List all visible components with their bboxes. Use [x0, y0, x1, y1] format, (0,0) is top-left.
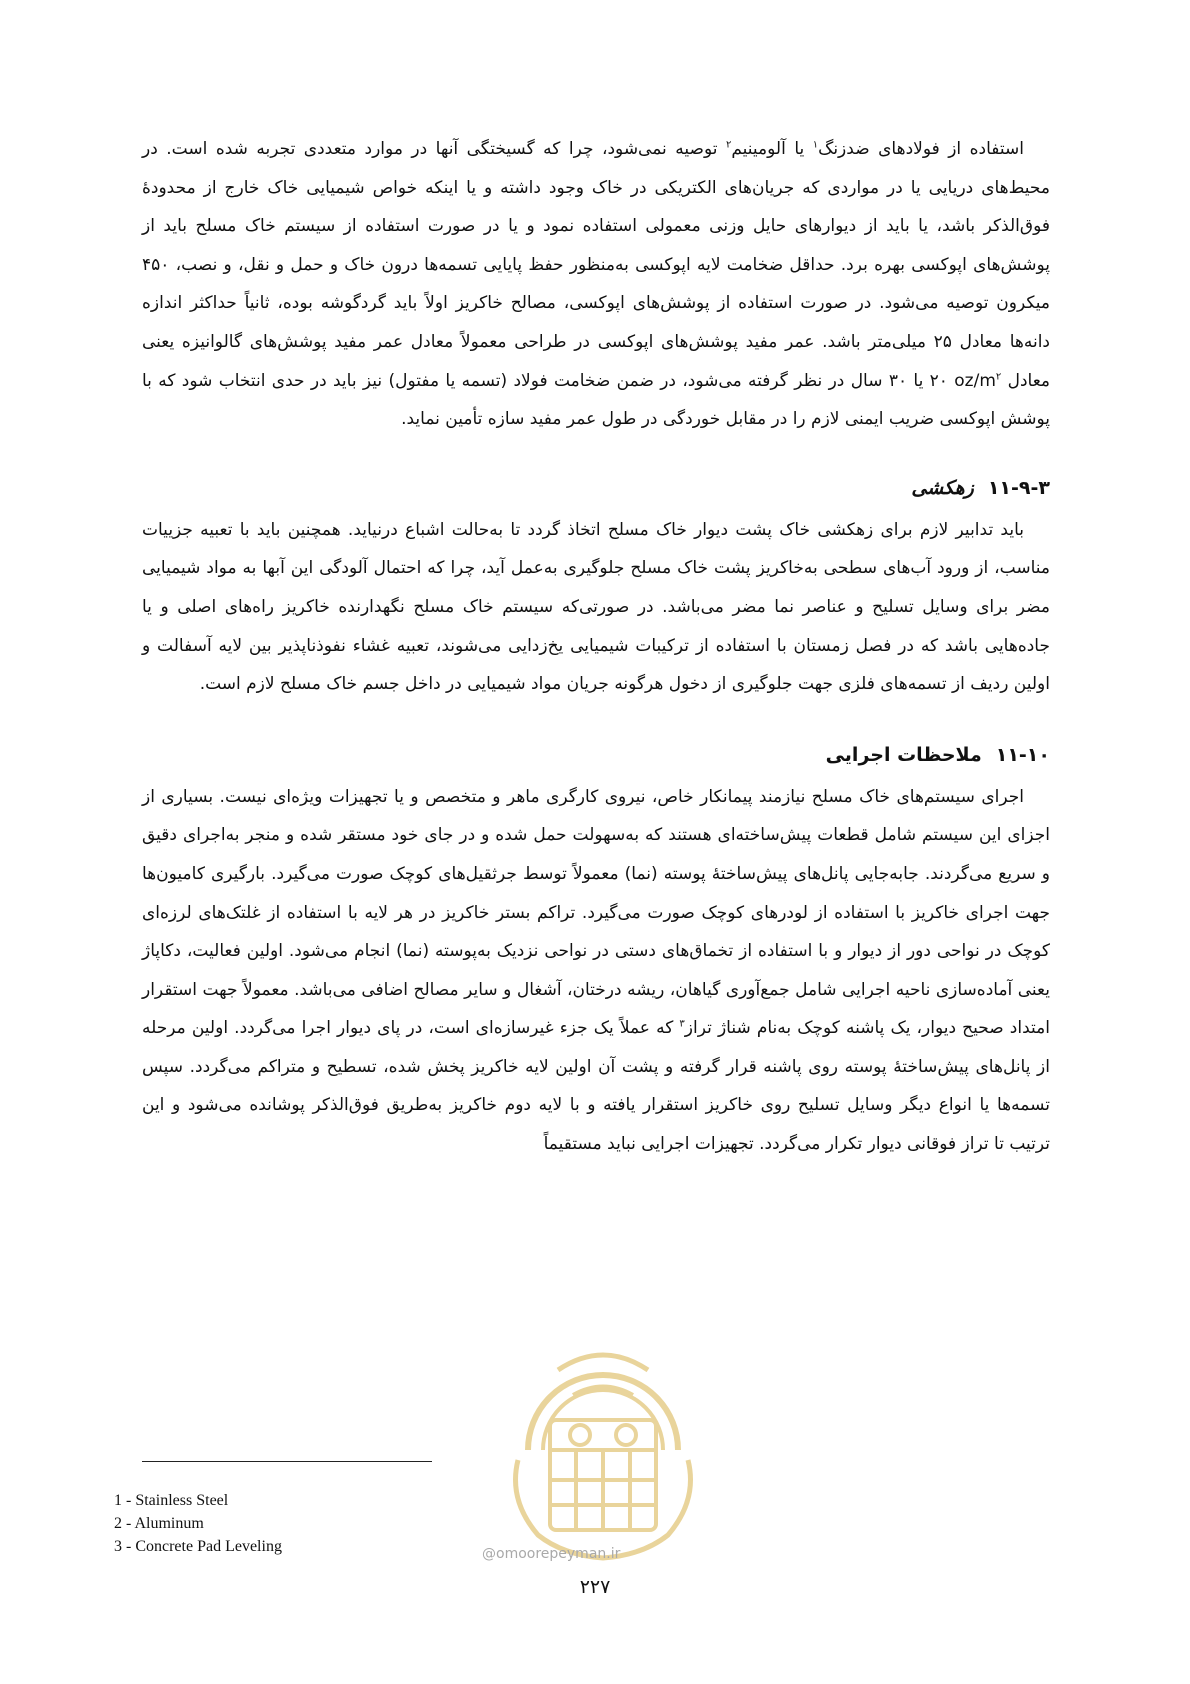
unit-text: oz/m: [954, 370, 996, 391]
footnote-ref-1: ۱: [812, 139, 819, 151]
watermark-url: @omoorepeyman.ir: [482, 1546, 621, 1562]
paragraph-text: اجرای سیستم‌های خاک مسلح نیازمند پیمانکار خاص، نیروی کارگری ماهر و متخصص و یا تجهیزات ویژه‌ای نیست. بسیاری از اجزای این سیستم شامل قطعات پیش‌ساخته‌ای هستند که به‌سهولت حمل شده و در جای خود مستقر شده و منجر به‌اجرای دقیق و سریع می‌گردند. جابه‌جایی پانل‌های پیش‌ساختهٔ پوسته (نما) معمولاً توسط جرثقیل‌های کوچک صورت می‌گیرد. بارگیری کامیون‌ها جهت اجرای خاکریز با استفاده از لودرهای کوچک صورت می‌گیرد. تراکم بستر خاکریز در هر لایه با استفاده از غلتک‌های لرزه‌ای کوچک در نواحی دور از دیوار و با استفاده از تخماق‌های دستی در نواحی نزدیک به‌پوسته (نما) انجام می‌شود. اولین فعالیت، دکاپاژ یعنی آماده‌سازی ناحیه اجرایی شامل جمع‌آوری گیاهان، ریشه درختان، آشغال و سایر مصالح اضافی می‌باشد. معمولاً جهت استقرار امتداد صحیح دیوار، یک پاشنه کوچک به‌نام شناژ تراز: [142, 786, 1050, 1039]
watermark-seal-logo-icon: [488, 1300, 718, 1570]
section-title: ملاحظات اجرایی: [825, 743, 982, 766]
unit-exponent: ۲: [995, 370, 1002, 382]
section-number: ۱۱-۱۰: [995, 743, 1050, 766]
footnote-ref-3: ۳: [679, 1018, 685, 1030]
paragraph-corrosion: [142, 130, 1050, 439]
footnote-divider: [142, 1461, 432, 1462]
footnote-ref-2: ۲: [725, 139, 732, 151]
paragraph-execution: [142, 778, 1050, 1164]
body-text: [142, 130, 1050, 1164]
footnote-1: 1 - Stainless Steel: [114, 1492, 229, 1509]
page-number: ۲۲۷: [579, 1576, 611, 1598]
paragraph-text: که عملاً یک جزء غیرسازه‌ای است، در پای دیوار اجرا می‌گردد. اولین مرحله از پانل‌های پیش‌ساختهٔ پوسته روی پاشنه قرار گرفته و پشت آن اولین لایه خاکریز پخش شده، تسطیح و متراکم می‌گردد. سپس تسمه‌ها یا انواع دیگر وسایل تسلیح روی خاکریز استقرار یافته و با لایه دوم خاکریز به‌طریق فوق‌الذکر پوشانده می‌شود و این ترتیب تا تراز فوقانی دیوار تکرار می‌گردد. تجهیزات اجرایی نباید مستقیماً: [142, 1018, 1050, 1155]
footnote-3: 3 - Concrete Pad Leveling: [114, 1538, 282, 1555]
section-heading-drainage: [142, 473, 1050, 503]
paragraph-text: یا آلومینیم: [731, 139, 813, 159]
paragraph-text: باید تدابیر لازم برای زهکشی خاک پشت دیوار خاک مسلح اتخاذ گردد تا به‌حالت اشباع درنیاید. همچنین باید با تعبیه جزییات مناسب، از ورود آب‌های سطحی به‌خاکریز پشت خاک مسلح جلوگیری به‌عمل آید، چرا که احتمال آلودگی این آبها به مواد شیمیایی مضر برای وسایل تسلیح و عناصر نما مضر می‌باشد. در صورتی‌که سیستم خاک مسلح نگهدارنده خاکریز راه‌های اصلی و یا جاده‌هایی باشد که در فصل زمستان با استفاده از ترکیبات شیمیایی یخ‌زدایی می‌شوند، تعبیه غشاء نفوذناپذیر بین لایه آسفالت و اولین ردیف از تسمه‌های فلزی جهت جلوگیری از دخول هرگونه جریان مواد شیمیایی در داخل جسم خاک مسلح لازم است.: [142, 519, 1050, 695]
footnotes: [114, 1489, 514, 1558]
paragraph-drainage: [142, 511, 1050, 704]
footnote-2: 2 - Aluminum: [114, 1515, 204, 1532]
paragraph-text: ۲۰ یا ۳۰ سال در نظر گرفته می‌شود، در ضمن ضخامت فولاد (تسمه یا مفتول) نیز باید در حدی انتخاب شود که با پوشش اپوکسی ضریب ایمنی لازم را در مقابل خوردگی در طول عمر مفید سازه تأمین نماید.: [142, 370, 1050, 430]
paragraph-text: توصیه نمی‌شود، چرا که گسیختگی آنها در موارد متعددی تجربه شده است. در محیط‌های دریایی یا در مواردی که جریان‌های الکتریکی در خاک وجود داشته و یا اینکه خواص شیمیایی خاک خارج از محدودهٔ فوق‌الذکر باشد، یا باید از دیوارهای حایل وزنی معمولی استفاده نمود و یا در صورت استفاده از سیستم خاک مسلح باید از پوشش‌های اپوکسی بهره برد. حداقل ضخامت لایه اپوکسی به‌منظور حفظ پایایی تسمه‌ها درون خاک و حمل و نقل، و نصب، ۴۵۰ میکرون توصیه می‌شود. در صورت استفاده از پوشش‌های اپوکسی، مصالح خاکریز اولاً باید گردگوشه بوده، ثانیاً حداکثر اندازه دانه‌ها معادل ۲۵ میلی‌متر باشد. عمر مفید پوشش‌های اپوکسی در طراحی معمولاً معادل عمر مفید پوشش‌های گالوانیزه یعنی معادل: [142, 139, 1051, 391]
unit-label: [954, 371, 1001, 391]
section-number: ۱۱-۹-۳: [987, 476, 1050, 499]
section-title: زهکشی: [911, 476, 974, 499]
paragraph-text: استفاده از فولادهای ضدزنگ: [818, 139, 1025, 159]
section-heading-execution: [142, 740, 1050, 770]
